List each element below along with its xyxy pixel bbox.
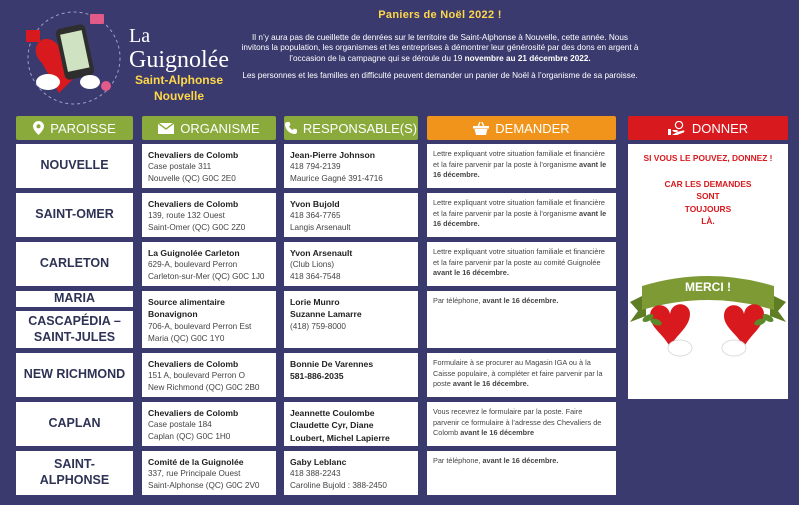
responsable-phone: 418 364-7765: [290, 211, 341, 221]
responsable-name: Gaby Leblanc: [290, 457, 347, 467]
responsable-line: (Club Lions): [290, 260, 335, 270]
logo-line-saint-alphonse: Saint-Alphonse: [134, 73, 223, 87]
merci-label: MERCI !: [685, 280, 731, 294]
paroisse-cascapedia-saint-jules: [16, 311, 133, 348]
paroisse-saint-alphonse: [16, 451, 133, 495]
donation-hand-icon: [668, 121, 686, 135]
responsable-name: Bonnie De Varennes: [290, 359, 374, 369]
intro: [240, 8, 640, 88]
header-demander-label: DEMANDER: [495, 120, 570, 136]
paroisse-carleton: [16, 242, 133, 286]
intro-text-1: Il n’y aura pas de cueillette de denrées sur le territoire de Saint-Alphonse à Nouvelle, cette année. Nous invitons la population, les organismes et les entreprises à démontrer leur générosité par des dons en argent à l’occasion de la campagne qui se déroule du 19: [241, 32, 639, 64]
organisme-nouvelle: [142, 144, 276, 188]
organisme-address-line: 337, rue Principale Ouest: [148, 469, 241, 479]
demander-saint-alphonse: [427, 451, 616, 495]
organisme-saint-alphonse: [142, 451, 276, 495]
paroisse-name: CAPLAN: [48, 416, 101, 431]
responsable-name: Jeannette Coulombe: [290, 408, 375, 418]
demander-text: Par téléphone,: [433, 296, 481, 305]
organisme-address-line: Caplan (QC) G0C 1H0: [148, 432, 231, 442]
paroisse-name: SAINT-: [54, 457, 95, 472]
demander-text: Lettre expliquant votre situation familiale et financière et la faire parvenir par la poste au comité Guignolée: [433, 247, 605, 267]
donner-panel: [628, 144, 788, 399]
responsable-name: Loubert, Michel Lapierre: [290, 432, 390, 443]
paroisse-name: ALPHONSE: [39, 473, 110, 487]
demander-deadline: avant le 16 décembre: [460, 428, 535, 438]
envelope-icon: [158, 123, 174, 134]
header-paroisse: [16, 116, 133, 140]
demander-text: Lettre expliquant votre situation familiale et financière et la faire parvenir par la poste à l’organisme: [433, 198, 605, 218]
demander-new-richmond: [427, 353, 616, 397]
organisme-caplan: [142, 402, 276, 446]
organisme-address-line: Nouvelle (QC) G0C 2E0: [148, 174, 236, 184]
donner-line-5: LÀ.: [701, 215, 715, 226]
responsable-name: Jean-Pierre Johnson: [290, 150, 376, 160]
paroisse-name: CARLETON: [39, 256, 110, 271]
demander-caplan: [427, 402, 616, 446]
page-title: Paniers de Noël 2022 !: [378, 9, 502, 21]
responsables-caplan: [284, 402, 418, 446]
responsables-saint-omer: [284, 193, 418, 237]
logo-line-nouvelle: Nouvelle: [153, 88, 204, 103]
logo-heart-phone-icon: [24, 8, 124, 108]
demander-text: Lettre expliquant votre situation familiale et financière et la faire parvenir par la poste à l’organisme: [433, 149, 605, 169]
responsable-phone: 418 364-7548: [290, 272, 341, 282]
demander-text: Par téléphone,: [433, 456, 481, 465]
paroisse-maria: [16, 291, 133, 307]
responsables-new-richmond: [284, 353, 418, 397]
organisme-carleton: [142, 242, 276, 286]
paroisse-name: MARIA: [54, 291, 95, 306]
organisme-address-line: 629-A, boulevard Perron: [148, 260, 238, 270]
demander-deadline: avant le 16 décembre.: [433, 268, 509, 278]
organisme-address-line: Carleton-sur-Mer (QC) G0C 1J0: [148, 272, 265, 282]
responsable-phone: 581-886-2035: [290, 371, 344, 382]
paroisse-new-richmond: [16, 353, 133, 397]
organisme-address-line: 706-A, boulevard Perron Est: [148, 321, 252, 331]
donner-line-3: SONT: [696, 191, 720, 202]
responsable-phone: 418 794-2139: [290, 162, 341, 172]
paroisse-name: SAINT-OMER: [35, 207, 114, 222]
paroisse-name: NEW RICHMOND: [23, 367, 126, 382]
responsables-nouvelle: [284, 144, 418, 188]
paroisse-saint-omer: [16, 193, 133, 237]
header-organisme-label: ORGANISME: [180, 120, 260, 136]
donner-message: [628, 152, 788, 227]
glove-right-icon: [722, 340, 746, 356]
donner-line-2: CAR LES DEMANDES: [664, 179, 752, 190]
basket-icon: [473, 122, 489, 135]
logo-line-guignolee: Guignolée: [129, 47, 229, 73]
organisme-address-line: New Richmond (QC) G0C 2B0: [148, 383, 260, 393]
logo-line-la: La: [129, 25, 151, 47]
logo: [24, 8, 234, 108]
responsable-phone: (418) 759-8000: [290, 321, 346, 331]
organisme-address-line: 139, route 132 Ouest: [148, 211, 225, 221]
responsables-saint-alphonse: [284, 451, 418, 495]
organisme-name: Bonavignon: [148, 309, 198, 320]
organisme-name: Chevaliers de Colomb: [148, 150, 239, 160]
demander-deadline: avant le 16 décembre.: [452, 379, 529, 389]
demander-deadline: avant le 16 décembre.: [482, 456, 559, 465]
organisme-saint-omer: [142, 193, 276, 237]
organisme-address-line: Maria (QC) G0C 1Y0: [148, 333, 225, 343]
organisme-address-line: Case postale 184: [148, 420, 212, 430]
header-organisme: [142, 116, 276, 140]
demander-nouvelle: [427, 144, 616, 188]
organisme-name: Comité de la Guignolée: [148, 457, 244, 467]
responsable-name: Yvon Arsenault: [290, 248, 353, 258]
responsable-phone: 418 388-2243: [290, 469, 341, 479]
demander-saint-omer: [427, 193, 616, 237]
organisme-maria: [142, 291, 276, 348]
organisme-name: Chevaliers de Colomb: [148, 359, 239, 369]
organisme-name: Source alimentaire: [148, 297, 225, 307]
responsables-maria: [284, 291, 418, 348]
responsable-line: Maurice Gagné 391-4716: [290, 174, 383, 184]
demander-maria: [427, 291, 616, 348]
intro-dates: novembre au 21 décembre 2022.: [464, 54, 591, 64]
responsable-line: Langis Arsenault: [290, 223, 351, 233]
responsable-name: Yvon Bujold: [290, 199, 340, 209]
demander-text: Vous recevrez le formulaire par la poste. Faire parvenir ce formulaire à l’adresse des Chevaliers de Colomb: [433, 407, 602, 438]
organisme-name: La Guignolée Carleton: [148, 248, 240, 258]
paroisse-caplan: [16, 402, 133, 446]
glove-left-icon: [668, 340, 692, 356]
responsable-name: Claudette Cyr, Diane: [290, 420, 374, 431]
demander-carleton: [427, 242, 616, 286]
demander-deadline: avant le 16 décembre.: [433, 159, 607, 180]
responsable-line: Caroline Bujold : 388-2450: [290, 481, 387, 491]
header-donner: [628, 116, 788, 140]
intro-paragraph-2: Les personnes et les familles en difficulté peuvent demander un panier de Noël à l’organisme de sa paroisse.: [242, 71, 638, 80]
organisme-name: Chevaliers de Colomb: [148, 199, 239, 209]
header-donner-label: DONNER: [691, 120, 749, 136]
intro-paragraph-1: [240, 33, 640, 65]
map-pin-icon: [33, 121, 44, 135]
responsables-carleton: [284, 242, 418, 286]
organisme-address-line: Case postale 311: [148, 162, 212, 172]
donner-line-1: SI VOUS LE POUVEZ, DONNEZ !: [643, 153, 773, 163]
header-responsables-label: RESPONSABLE(S): [302, 120, 418, 136]
demander-deadline: avant le 16 décembre.: [433, 208, 607, 229]
phone-icon: [285, 122, 297, 134]
responsable-name: Lorie Munro: [290, 297, 340, 307]
responsable-name: Suzanne Lamarre: [290, 309, 362, 320]
header-paroisse-label: PAROISSE: [50, 120, 116, 136]
organisme-new-richmond: [142, 353, 276, 397]
demander-text: Formulaire à se procurer au Magasin IGA ou à la Caisse populaire, à compléter et faire parvenir par la poste: [433, 358, 603, 389]
header-responsables: [284, 116, 418, 140]
organisme-name: Chevaliers de Colomb: [148, 408, 239, 418]
paroisse-name: SAINT-JULES: [33, 329, 116, 344]
organisme-address-line: Saint-Alphonse (QC) G0C 2V0: [148, 481, 260, 491]
paroisse-nouvelle: [16, 144, 133, 188]
paroisse-name: NOUVELLE: [40, 158, 109, 173]
donner-line-4: TOUJOURS: [684, 203, 732, 214]
demander-deadline: avant le 16 décembre.: [482, 296, 559, 305]
header-demander: [427, 116, 616, 140]
merci-banner: [628, 264, 788, 364]
paroisse-name: CASCAPÉDIA –: [28, 313, 121, 328]
organisme-address-line: Saint-Omer (QC) G0C 2Z0: [148, 223, 246, 233]
organisme-address-line: 151 A, boulevard Perron O: [148, 371, 245, 381]
